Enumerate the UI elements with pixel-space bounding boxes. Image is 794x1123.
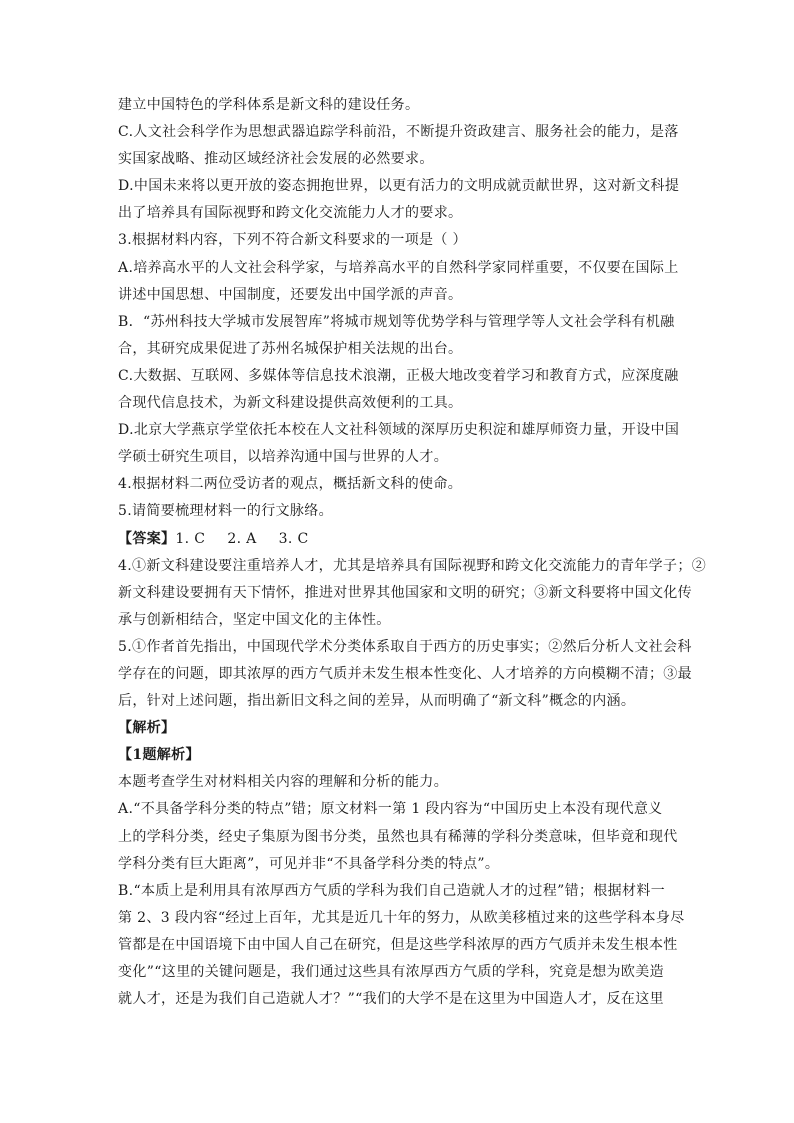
question-4: 4.根据材料二两位受访者的观点，概括新文科的使命。 <box>118 476 463 493</box>
q3-option-c-line-2: 合现代信息技术，为新文科建设提供高效便利的工具。 <box>118 395 463 412</box>
answer-key <box>118 526 684 553</box>
question-5: 5.请简要梳理材料一的行文脉络。 <box>118 503 333 520</box>
analysis-line-8: 变化”“这里的关键问题是，我们通过这些具有浓厚西方气质的学科，究竟是想为欧美造 <box>118 964 664 980</box>
analysis-line-7: 管都是在中国语境下由中国人自己在研究，但是这些学科浓厚的西方气质并未发生根本性 <box>118 936 678 953</box>
q3-option-a-line-1: A.培养高水平的人文社会科学家，与培养高水平的自然科学家同样重要，不仅要在国际上 <box>118 259 679 276</box>
analysis-line-1: 本题考查学生对材料相关内容的理解和分析的能力。 <box>118 774 449 791</box>
answer-item-1: 1. C <box>175 530 206 547</box>
q3-option-c-line-1: C.大数据、互联网、多媒体等信息技术浪潮，正极大地改变着学习和教育方式，应深度融 <box>118 367 679 384</box>
option-d-line-1: D.中国未来将以更开放的姿态拥抱世界，以更有活力的文明成就贡献世界，这对新文科提 <box>118 178 680 195</box>
analysis-line-6: 第 2、3 段内容“经过上百年，尤其是近几十年的努力，从欧美移植过来的这些学科本身尽 <box>118 909 685 926</box>
answer-5-line-3: 后，针对上述问题，指出新旧文科之间的差异，从而明确了“新文科”概念的内涵。 <box>118 693 636 710</box>
q3-option-d-line-1: D.北京大学燕京学堂依托本校在人文社科领域的深厚历史积淀和雄厚师资力量，开设中国 <box>118 422 680 439</box>
analysis-line-9: 就人才，还是为我们自己造就人才？”“我们的大学不是在这里为中国造人才，反在这里 <box>118 991 664 1008</box>
answer-4-line-3: 承与创新相结合，坚定中国文化的主体性。 <box>118 611 391 628</box>
answer-5-line-2: 学存在的问题，即其浓厚的西方气质并未发生根本性变化、人才培养的方向模糊不清；③最 <box>118 665 692 682</box>
analysis-line-2: A.“不具备学科分类的特点”错；原文材料一第 1 段内容为“中国历史上本没有现代意义 <box>118 801 663 818</box>
option-d-line-2: 出了培养具有国际视野和跨文化交流能力人才的要求。 <box>118 205 463 222</box>
q3-option-a-line-2: 讲述中国思想、中国制度，还要发出中国学派的声音。 <box>118 286 463 303</box>
answer-4-line-2: 新文科建设要拥有天下情怀，推进对世界其他国家和文明的研究；③新文科要将中国文化传 <box>118 584 692 601</box>
text-line: 建立中国特色的学科体系是新文科的建设任务。 <box>118 97 420 113</box>
answer-5-line-1: 5.①作者首先指出，中国现代学术分类体系取自于西方的历史事实；②然后分析人文社会科 <box>118 638 692 655</box>
question-3: 3.根据材料内容，下列不符合新文科要求的一项是（ ） <box>118 232 467 249</box>
analysis-heading: 【解析】 <box>118 720 176 737</box>
analysis-line-5: B.“本质上是利用具有浓厚西方气质的学科为我们自己造就人才的过程”错；根据材料一 <box>118 882 666 899</box>
analysis-line-3: 上的学科分类，经史子集原为图书分类，虽然也具有稀薄的学科分类意味，但毕竟和现代 <box>118 828 678 845</box>
option-c-line-1: C.人文社会科学作为思想武器追踪学科前沿，不断提升资政建言、服务社会的能力，是落 <box>118 124 679 141</box>
answer-label: 【答案】 <box>118 530 176 547</box>
document-page <box>118 92 707 1013</box>
q3-option-b-line-1: B．“苏州科技大学城市发展智库”将城市规划等优势学科与管理学等人文社会学科有机融 <box>118 313 675 330</box>
q3-option-d-line-2: 学硕士研究生项目，以培养沟通中国与世界的人才。 <box>118 449 449 466</box>
answer-item-3: 3. C <box>278 530 309 547</box>
answer-item-2: 2. A <box>227 530 257 547</box>
option-c-line-2: 实国家战略、推动区域经济社会发展的必然要求。 <box>118 151 434 168</box>
q1-analysis-heading: 【1题解析】 <box>118 747 200 764</box>
answer-4-line-1: 4.①新文科建设要注重培养人才，尤其是培养具有国际视野和跨文化交流能力的青年学子；② <box>118 557 707 574</box>
q3-option-b-line-2: 合，其研究成果促进了苏州名城保护相关法规的出台。 <box>118 340 463 357</box>
analysis-line-4: 学科分类有巨大距离”，可见并非“不具备学科分类的特点”。 <box>118 855 500 872</box>
